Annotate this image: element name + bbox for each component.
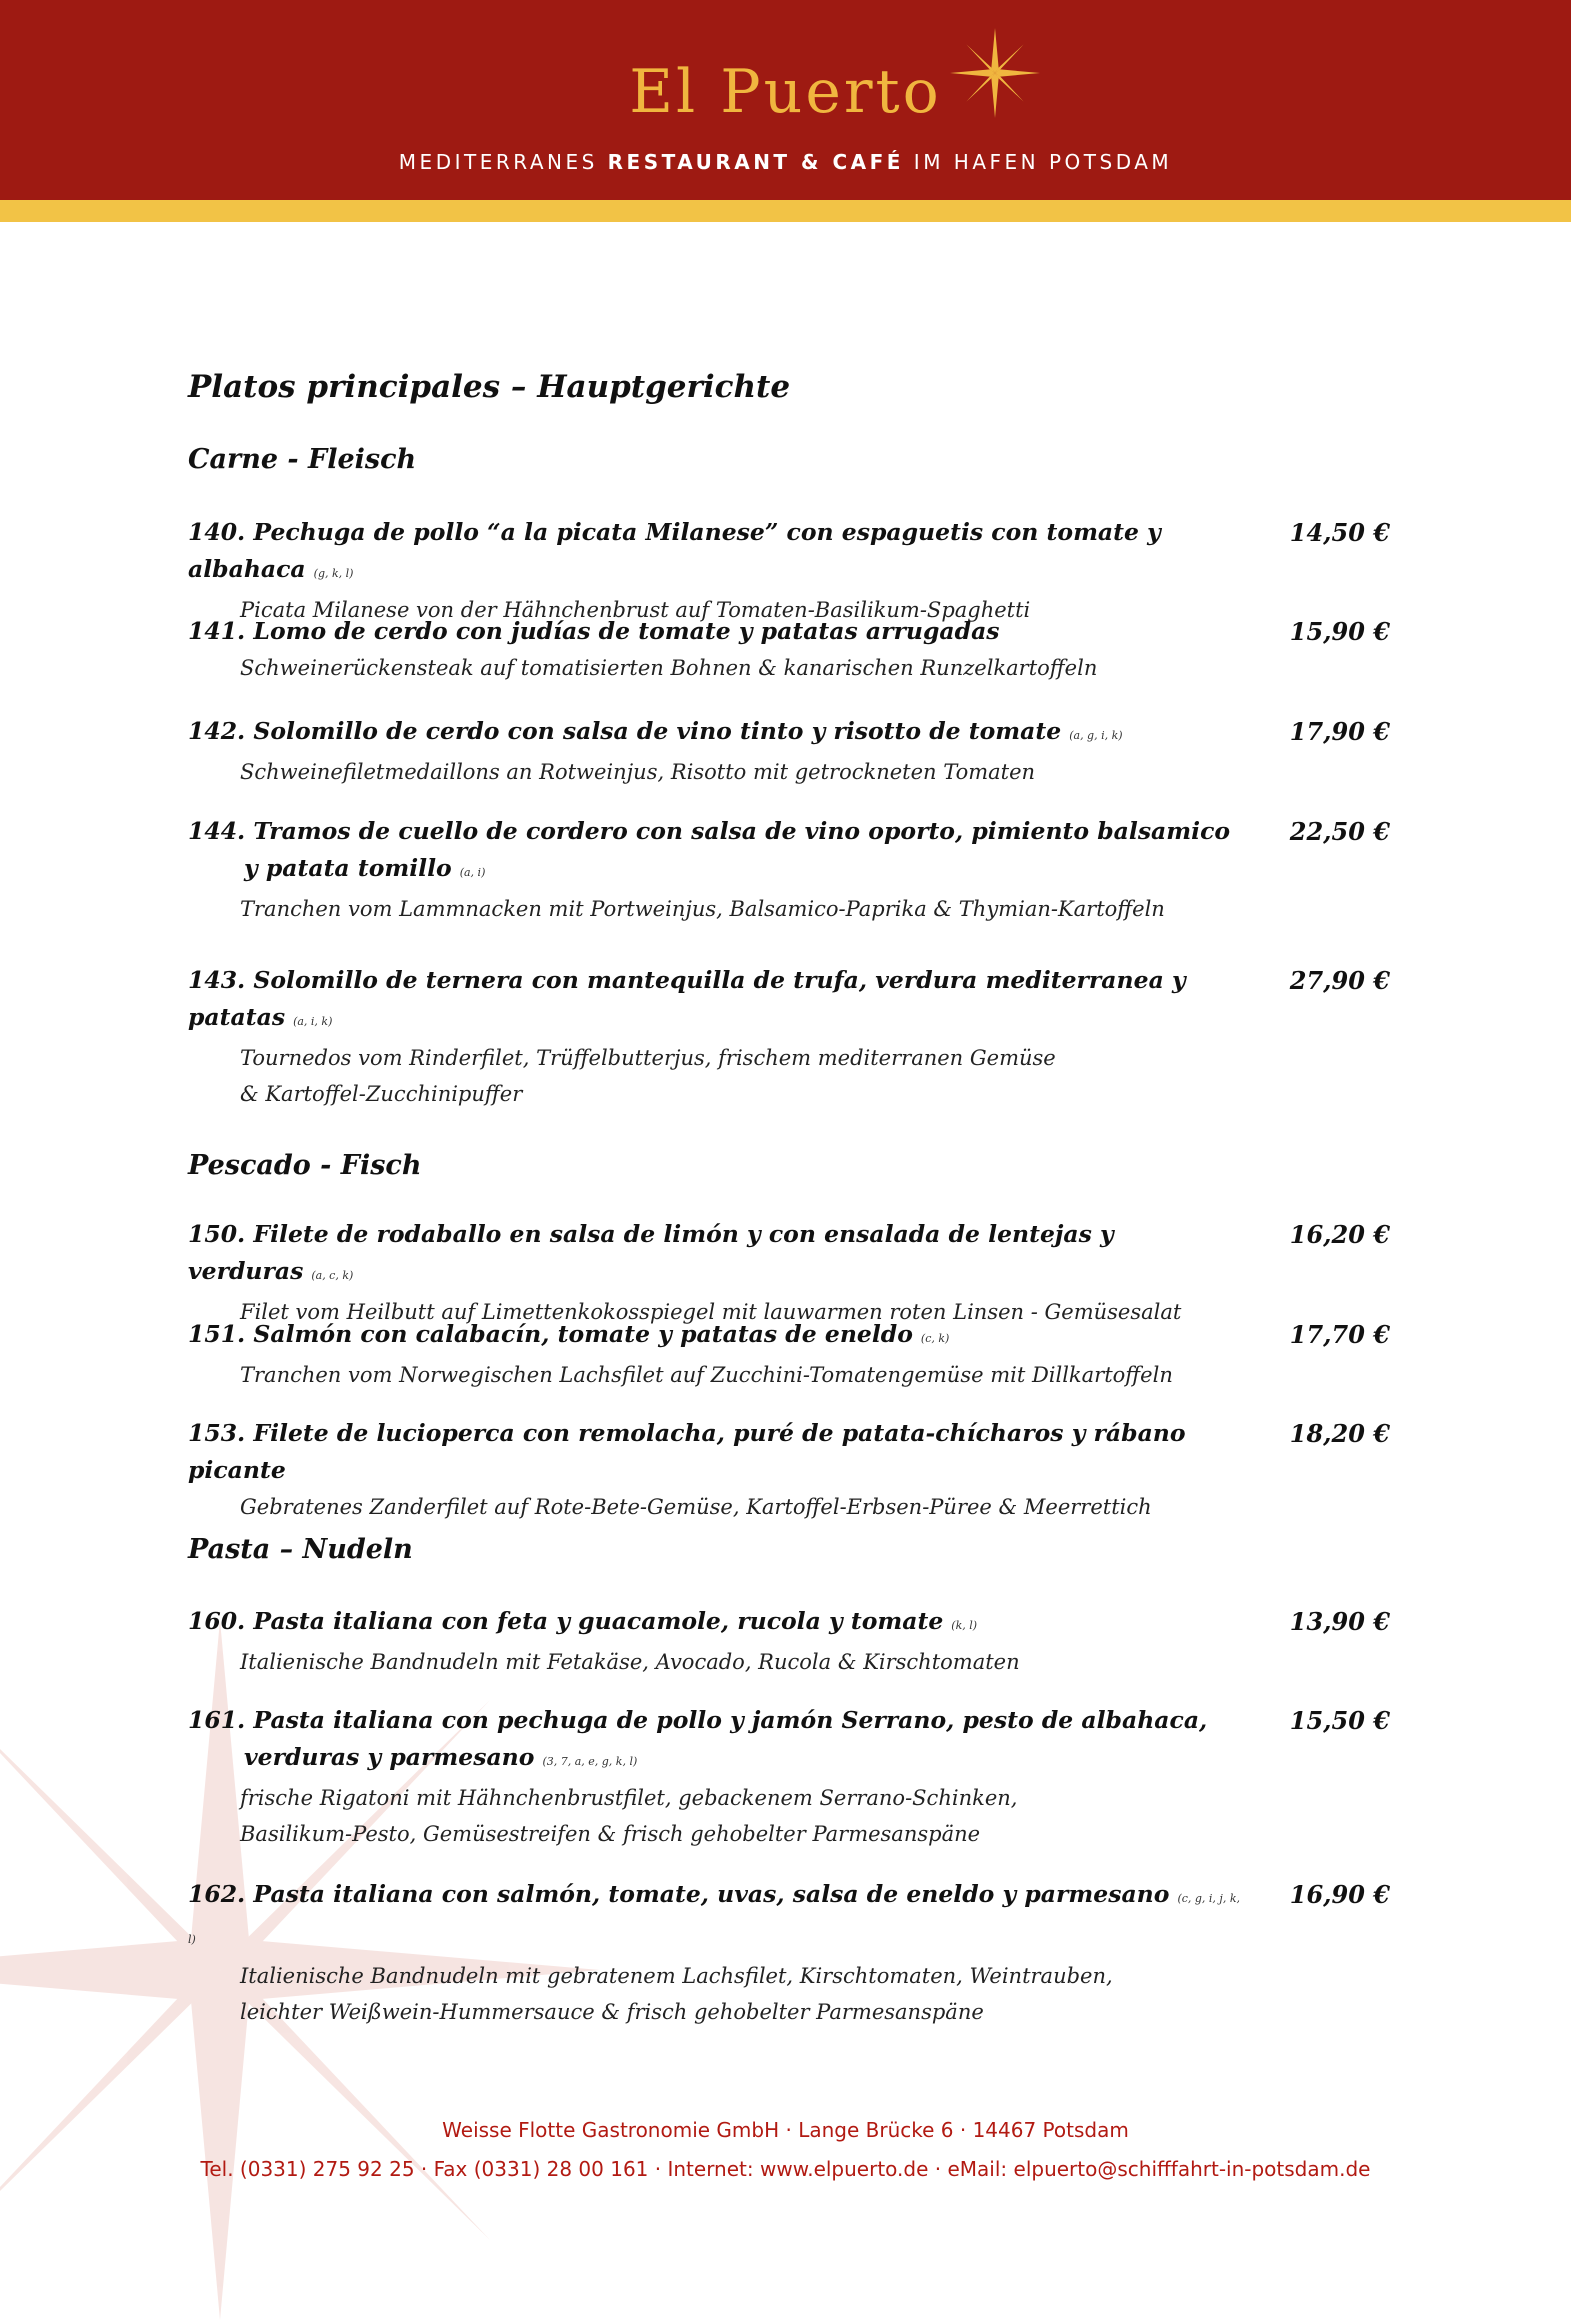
dish-desc: Basilikum-Pesto, Gemüsestreifen & frisch gehobelter Parmesanspäne bbox=[240, 1822, 981, 1846]
page-title: Platos principales – Hauptgerichte bbox=[188, 369, 791, 405]
price: 17,70 € bbox=[1289, 1320, 1390, 1349]
section-title-pasta: Pasta – Nudeln bbox=[188, 1534, 413, 1565]
price: 16,90 € bbox=[1289, 1880, 1390, 1909]
price: 13,90 € bbox=[1289, 1607, 1390, 1636]
price: 27,90 € bbox=[1289, 966, 1390, 995]
dish-name-text: 161. Pasta italiana con pechuga de pollo y jamón Serrano, pesto de albahaca, bbox=[188, 1706, 1208, 1734]
section-title-pescado: Pescado - Fisch bbox=[188, 1150, 422, 1181]
header-stripe bbox=[0, 200, 1571, 222]
dish-desc: Schweinerückensteak auf tomatisierten Bohnen & kanarischen Runzelkartoffeln bbox=[240, 656, 1098, 680]
dish-name bbox=[188, 962, 1248, 1040]
dish-desc: Schweinefiletmedaillons an Rotweinjus, Risotto mit getrockneten Tomaten bbox=[240, 760, 1036, 784]
dish-name bbox=[188, 1316, 1248, 1357]
dish-name-text: 144. Tramos de cuello de cordero con salsa de vino oporto, pimiento balsamico bbox=[188, 817, 1231, 845]
dish-desc: & Kartoffel-Zucchinipuffer bbox=[240, 1082, 523, 1106]
dish-name-text: 141. Lomo de cerdo con judías de tomate y patatas arrugadas bbox=[188, 617, 1000, 645]
dish-143 bbox=[188, 962, 1388, 1112]
dish-151 bbox=[188, 1316, 1388, 1393]
dish-head bbox=[188, 613, 1388, 650]
dish-141 bbox=[188, 613, 1388, 686]
allergens: (3, 7, a, e, g, k, l) bbox=[542, 1755, 638, 1768]
dish-head bbox=[188, 813, 1388, 850]
dish-name bbox=[188, 1415, 1248, 1489]
price: 18,20 € bbox=[1289, 1419, 1390, 1448]
price: 17,90 € bbox=[1289, 717, 1390, 746]
dish-name bbox=[188, 1702, 1248, 1739]
dish-name bbox=[188, 613, 1248, 650]
dish-140 bbox=[188, 514, 1388, 628]
allergens: (a, i, k) bbox=[293, 1015, 333, 1028]
dish-150 bbox=[188, 1216, 1388, 1330]
dish-name-cont bbox=[188, 1739, 1304, 1780]
dish-head bbox=[188, 1603, 1388, 1644]
dish-name bbox=[188, 514, 1248, 592]
dish-142 bbox=[188, 713, 1388, 790]
allergens: (c, k) bbox=[920, 1332, 950, 1345]
dish-desc: Gebratenes Zanderfilet auf Rote-Bete-Gemüse, Kartoffel-Erbsen-Püree & Meerrettich bbox=[240, 1495, 1152, 1519]
dish-name-text: 160. Pasta italiana con feta y guacamole, rucola y tomate bbox=[188, 1607, 944, 1635]
tagline-post: IM HAFEN POTSDAM bbox=[903, 150, 1173, 174]
dish-name-cont bbox=[188, 850, 1304, 891]
tagline-bold: RESTAURANT & CAFÉ bbox=[607, 150, 904, 174]
price: 15,90 € bbox=[1289, 617, 1390, 646]
dish-name-text: 150. Filete de rodaballo en salsa de limón y con ensalada de lentejas y verduras bbox=[188, 1220, 1114, 1285]
dish-head bbox=[188, 1316, 1388, 1357]
dish-name-text: 143. Solomillo de ternera con mantequilla de trufa, verdura mediterranea y patatas bbox=[188, 966, 1186, 1031]
price: 22,50 € bbox=[1289, 817, 1390, 846]
price: 16,20 € bbox=[1289, 1220, 1390, 1249]
dish-name-text: 142. Solomillo de cerdo con salsa de vino tinto y risotto de tomate bbox=[188, 717, 1062, 745]
dish-head bbox=[188, 713, 1388, 754]
star-icon bbox=[950, 28, 1040, 118]
price: 15,50 € bbox=[1289, 1706, 1390, 1735]
dish-desc: Picata Milanese von der Hähnchenbrust auf Tomaten-Basilikum-Spaghetti bbox=[240, 598, 1031, 622]
dish-name bbox=[188, 1603, 1248, 1644]
dish-name bbox=[188, 813, 1248, 850]
dish-head bbox=[188, 1876, 1388, 1958]
dish-name bbox=[188, 1876, 1248, 1958]
tagline bbox=[0, 152, 1571, 172]
dish-160 bbox=[188, 1603, 1388, 1680]
dish-162 bbox=[188, 1876, 1388, 2030]
dish-161 bbox=[188, 1702, 1388, 1852]
price: 14,50 € bbox=[1289, 518, 1390, 547]
dish-head bbox=[188, 1216, 1388, 1294]
dish-desc: leichter Weißwein-Hummersauce & frisch gehobelter Parmesanspäne bbox=[240, 2000, 984, 2024]
allergens: (k, l) bbox=[951, 1619, 978, 1632]
dish-name-cont-text: verduras y parmesano bbox=[244, 1743, 535, 1771]
dish-head bbox=[188, 514, 1388, 592]
dish-name bbox=[188, 713, 1248, 754]
dish-name bbox=[188, 1216, 1248, 1294]
logo-text: El Puerto bbox=[629, 57, 942, 127]
dish-name-text: 140. Pechuga de pollo “a la picata Milanese” con espaguetis con tomate y albahaca bbox=[188, 518, 1161, 583]
dish-desc: Italienische Bandnudeln mit Fetakäse, Avocado, Rucola & Kirschtomaten bbox=[240, 1650, 1020, 1674]
dish-head bbox=[188, 1702, 1388, 1739]
dish-153 bbox=[188, 1415, 1388, 1525]
allergens: (a, g, i, k) bbox=[1069, 729, 1123, 742]
footer-contact: Tel. (0331) 275 92 25 · Fax (0331) 28 00 161 · Internet: www.elpuerto.de · eMail: elpuerto@schifffahrt-in-potsdam.de bbox=[200, 2157, 1371, 2181]
section-title-carne: Carne - Fleisch bbox=[188, 444, 417, 475]
allergens: (a, c, k) bbox=[311, 1269, 354, 1282]
dish-desc: Italienische Bandnudeln mit gebratenem Lachsfilet, Kirschtomaten, Weintrauben, bbox=[240, 1964, 1113, 1988]
tagline-pre: MEDITERRANES bbox=[398, 150, 608, 174]
dish-desc: Tranchen vom Norwegischen Lachsfilet auf Zucchini-Tomatengemüse mit Dillkartoffeln bbox=[240, 1363, 1173, 1387]
dish-desc: Tournedos vom Rinderfilet, Trüffelbutterjus, frischem mediterranen Gemüse bbox=[240, 1046, 1056, 1070]
allergens: (g, k, l) bbox=[313, 567, 354, 580]
dish-name-text: 162. Pasta italiana con salmón, tomate, uvas, salsa de eneldo y parmesano bbox=[188, 1880, 1170, 1908]
dish-head bbox=[188, 1415, 1388, 1489]
dish-name-text: 153. Filete de lucioperca con remolacha, puré de patata-chícharos y rábano picante bbox=[188, 1419, 1186, 1484]
dish-desc: frische Rigatoni mit Hähnchenbrustfilet, gebackenem Serrano-Schinken, bbox=[240, 1786, 1018, 1810]
dish-name-cont-text: y patata tomillo bbox=[244, 854, 452, 882]
dish-head bbox=[188, 962, 1388, 1040]
footer-address: Weisse Flotte Gastronomie GmbH · Lange Brücke 6 · 14467 Potsdam bbox=[442, 2118, 1129, 2142]
dish-name-text: 151. Salmón con calabacín, tomate y patatas de eneldo bbox=[188, 1320, 913, 1348]
allergens: (c, g, i, j, k, l) bbox=[188, 1892, 1240, 1946]
allergens: (a, i) bbox=[459, 866, 486, 879]
dish-desc: Tranchen vom Lammnacken mit Portweinjus, Balsamico-Paprika & Thymian-Kartoffeln bbox=[240, 897, 1165, 921]
dish-desc: Filet vom Heilbutt auf Limettenkokosspiegel mit lauwarmen roten Linsen - Gemüsesalat bbox=[240, 1300, 1182, 1324]
dish-144 bbox=[188, 813, 1388, 927]
